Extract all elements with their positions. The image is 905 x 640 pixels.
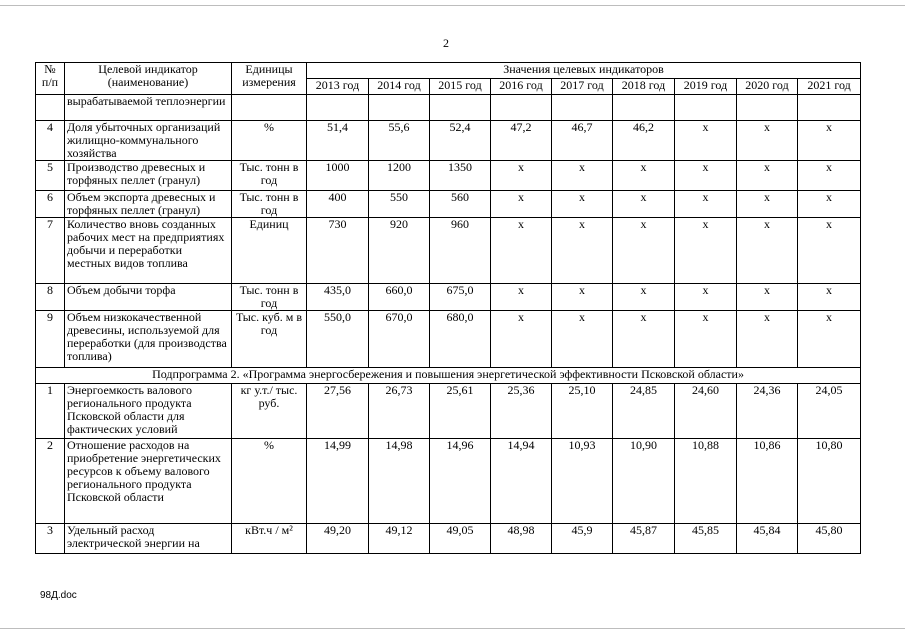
- row-number: [36, 95, 65, 121]
- unit-cell: Тыс. куб. м в год: [232, 311, 307, 368]
- value-cell: [430, 95, 491, 121]
- value-cell: x: [798, 161, 861, 191]
- value-cell: x: [552, 284, 613, 311]
- value-cell: 25,61: [430, 384, 491, 439]
- value-cell: x: [613, 311, 675, 368]
- header-year: 2016 год: [491, 79, 552, 95]
- value-cell: 27,56: [307, 384, 369, 439]
- row-number: 7: [36, 218, 65, 284]
- row-number: 4: [36, 121, 65, 161]
- unit-cell: Единиц: [232, 218, 307, 284]
- value-cell: x: [613, 191, 675, 218]
- value-cell: x: [675, 161, 737, 191]
- value-cell: x: [737, 161, 798, 191]
- value-cell: 14,94: [491, 439, 552, 524]
- value-cell: x: [491, 218, 552, 284]
- value-cell: 55,6: [369, 121, 430, 161]
- value-cell: 25,10: [552, 384, 613, 439]
- value-cell: 400: [307, 191, 369, 218]
- table-row: [36, 311, 861, 368]
- unit-cell: %: [232, 439, 307, 524]
- value-cell: [798, 95, 861, 121]
- value-cell: 24,36: [737, 384, 798, 439]
- value-cell: x: [552, 191, 613, 218]
- indicator-name: Объем низкокачественной древесины, используемой для переработки (для производства топлива): [65, 311, 232, 368]
- indicator-name: Энергоемкость валового регионального продукта Псковской области для фактических условий: [65, 384, 232, 439]
- value-cell: 49,12: [369, 524, 430, 554]
- value-cell: x: [613, 284, 675, 311]
- value-cell: [737, 95, 798, 121]
- value-cell: 10,90: [613, 439, 675, 524]
- table-row: [36, 191, 861, 218]
- header-year: 2013 год: [307, 79, 369, 95]
- unit-cell: [232, 95, 307, 121]
- value-cell: [369, 95, 430, 121]
- header-year: 2021 год: [798, 79, 861, 95]
- value-cell: x: [675, 121, 737, 161]
- row-number: 9: [36, 311, 65, 368]
- value-cell: x: [675, 284, 737, 311]
- indicator-name: вырабатываемой теплоэнергии: [65, 95, 232, 121]
- value-cell: 10,88: [675, 439, 737, 524]
- value-cell: 10,93: [552, 439, 613, 524]
- value-cell: 670,0: [369, 311, 430, 368]
- value-cell: x: [675, 218, 737, 284]
- value-cell: 49,20: [307, 524, 369, 554]
- value-cell: x: [491, 161, 552, 191]
- table-row: [36, 121, 861, 161]
- indicator-name: Объем экспорта древесных и торфяных пеллет (гранул): [65, 191, 232, 218]
- value-cell: 1000: [307, 161, 369, 191]
- value-cell: 48,98: [491, 524, 552, 554]
- value-cell: [307, 95, 369, 121]
- value-cell: x: [737, 284, 798, 311]
- table-row: [36, 95, 861, 121]
- unit-cell: %: [232, 121, 307, 161]
- value-cell: [491, 95, 552, 121]
- scan-top-line: [0, 5, 905, 6]
- value-cell: 24,05: [798, 384, 861, 439]
- value-cell: 52,4: [430, 121, 491, 161]
- value-cell: 920: [369, 218, 430, 284]
- value-cell: x: [798, 284, 861, 311]
- value-cell: x: [798, 191, 861, 218]
- unit-cell: Тыс. тонн в год: [232, 191, 307, 218]
- value-cell: x: [613, 161, 675, 191]
- row-number: 5: [36, 161, 65, 191]
- unit-cell: Тыс. тонн в год: [232, 284, 307, 311]
- row-number: 2: [36, 439, 65, 524]
- page-number: 2: [443, 36, 449, 50]
- indicator-name: Количество вновь созданных рабочих мест на предприятиях добычи и переработки местных видов топлива: [65, 218, 232, 284]
- row-number: 1: [36, 384, 65, 439]
- value-cell: x: [552, 311, 613, 368]
- subprogram-title: Подпрограмма 2. «Программа энергосбережения и повышения энергетической эффективности Псковской области»: [36, 368, 861, 384]
- value-cell: x: [491, 311, 552, 368]
- indicator-name: Объем добычи торфа: [65, 284, 232, 311]
- value-cell: x: [675, 311, 737, 368]
- subprogram-row: [36, 368, 861, 384]
- value-cell: 660,0: [369, 284, 430, 311]
- footer-filename: 98Д.doc: [40, 590, 77, 601]
- value-cell: 730: [307, 218, 369, 284]
- value-cell: 680,0: [430, 311, 491, 368]
- header-no: № п/п: [36, 63, 65, 95]
- indicators-table: [35, 62, 861, 554]
- value-cell: x: [737, 311, 798, 368]
- indicator-name: Отношение расходов на приобретение энергетических ресурсов к объему валового регионального продукта Псковской области: [65, 439, 232, 524]
- table-row: [36, 384, 861, 439]
- value-cell: x: [491, 191, 552, 218]
- value-cell: 47,2: [491, 121, 552, 161]
- value-cell: 45,87: [613, 524, 675, 554]
- value-cell: 25,36: [491, 384, 552, 439]
- value-cell: x: [798, 121, 861, 161]
- value-cell: 550,0: [307, 311, 369, 368]
- value-cell: 24,85: [613, 384, 675, 439]
- value-cell: x: [552, 218, 613, 284]
- value-cell: 675,0: [430, 284, 491, 311]
- value-cell: [552, 95, 613, 121]
- table-row: [36, 439, 861, 524]
- indicator-name: Производство древесных и торфяных пеллет (гранул): [65, 161, 232, 191]
- value-cell: 45,84: [737, 524, 798, 554]
- value-cell: x: [737, 218, 798, 284]
- value-cell: 46,7: [552, 121, 613, 161]
- header-indicator: Целевой индикатор (наименование): [65, 63, 232, 95]
- scan-bottom-line: [0, 628, 905, 629]
- value-cell: [613, 95, 675, 121]
- indicator-name: Доля убыточных организаций жилищно-коммунального хозяйства: [65, 121, 232, 161]
- value-cell: x: [552, 161, 613, 191]
- value-cell: x: [798, 311, 861, 368]
- value-cell: 49,05: [430, 524, 491, 554]
- header-units: Единицы измерения: [232, 63, 307, 95]
- value-cell: 1350: [430, 161, 491, 191]
- unit-cell: кг у.т./ тыс. руб.: [232, 384, 307, 439]
- header-values-title: Значения целевых индикаторов: [307, 63, 861, 79]
- indicator-name: Удельный расход электрической энергии на: [65, 524, 232, 554]
- header-year: 2017 год: [552, 79, 613, 95]
- table-row: [36, 524, 861, 554]
- value-cell: 14,96: [430, 439, 491, 524]
- value-cell: 24,60: [675, 384, 737, 439]
- value-cell: 10,80: [798, 439, 861, 524]
- value-cell: [675, 95, 737, 121]
- value-cell: 14,98: [369, 439, 430, 524]
- header-year: 2019 год: [675, 79, 737, 95]
- value-cell: 45,85: [675, 524, 737, 554]
- value-cell: 560: [430, 191, 491, 218]
- table-row: [36, 218, 861, 284]
- value-cell: x: [675, 191, 737, 218]
- value-cell: 1200: [369, 161, 430, 191]
- row-number: 8: [36, 284, 65, 311]
- header-year: 2018 год: [613, 79, 675, 95]
- table-row: [36, 161, 861, 191]
- value-cell: 45,9: [552, 524, 613, 554]
- value-cell: 45,80: [798, 524, 861, 554]
- value-cell: 550: [369, 191, 430, 218]
- value-cell: x: [798, 218, 861, 284]
- value-cell: 435,0: [307, 284, 369, 311]
- value-cell: 10,86: [737, 439, 798, 524]
- unit-cell: кВт.ч / м²: [232, 524, 307, 554]
- value-cell: x: [737, 191, 798, 218]
- value-cell: 960: [430, 218, 491, 284]
- row-number: 6: [36, 191, 65, 218]
- value-cell: 14,99: [307, 439, 369, 524]
- value-cell: 26,73: [369, 384, 430, 439]
- header-year: 2014 год: [369, 79, 430, 95]
- value-cell: 46,2: [613, 121, 675, 161]
- value-cell: x: [613, 218, 675, 284]
- header-year: 2020 год: [737, 79, 798, 95]
- value-cell: x: [737, 121, 798, 161]
- value-cell: 51,4: [307, 121, 369, 161]
- unit-cell: Тыс. тонн в год: [232, 161, 307, 191]
- table-row: [36, 284, 861, 311]
- header-year: 2015 год: [430, 79, 491, 95]
- row-number: 3: [36, 524, 65, 554]
- value-cell: x: [491, 284, 552, 311]
